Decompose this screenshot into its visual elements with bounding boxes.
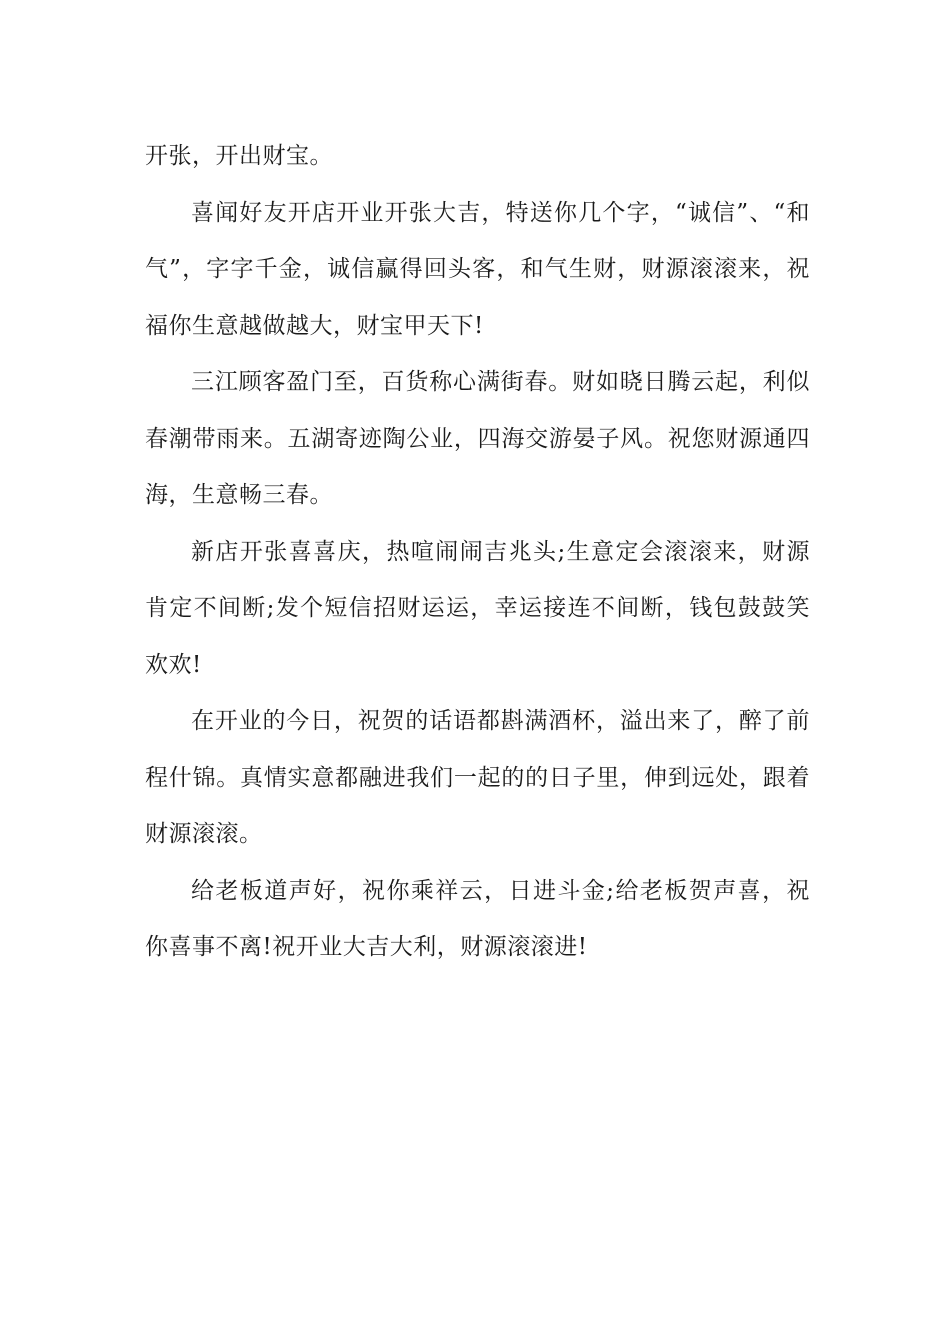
paragraph: 三江顾客盈门至，百货称心满街春。财如晓日腾云起，利似春潮带雨来。五湖寄迹陶公业，四海交游晏子风。祝您财源通四海，生意畅三春。 [145, 369, 810, 508]
paragraph-continuation: 开张，开出财宝。 [145, 143, 333, 169]
paragraph: 给老板道声好，祝你乘祥云，日进斗金;给老板贺声喜，祝你喜事不离!祝开业大吉大利，财源滚滚进! [145, 877, 810, 960]
paragraph: 新店开张喜喜庆，热喧闹闹吉兆头;生意定会滚滚来，财源肯定不间断;发个短信招财运运，幸运接连不间断，钱包鼓鼓笑欢欢! [145, 538, 810, 678]
paragraph: 在开业的今日，祝贺的话语都斟满酒杯，溢出来了，醉了前程什锦。真情实意都融进我们一起的的日子里，伸到远处，跟着财源滚滚。 [145, 708, 810, 847]
document-body [145, 128, 810, 976]
paragraph: 喜闻好友开店开业开张大吉，特送你几个字，“诚信”、“和气”，字字千金，诚信赢得回头客，和气生财，财源滚滚来，祝福你生意越做越大，财宝甲天下! [145, 199, 810, 339]
